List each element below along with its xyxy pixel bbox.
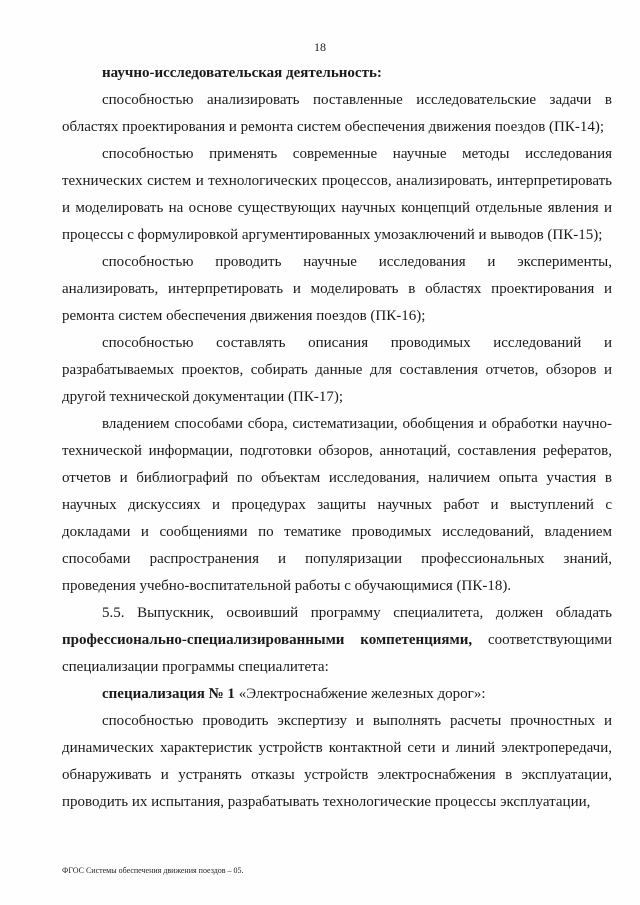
competency-item: способностью проводить научные исследования и эксперименты, анализировать, интерпретировать и моделировать в областях проектирования и ремонта систем обеспечения движения поездов (ПК-16);	[62, 254, 612, 324]
clause-paragraph	[62, 600, 612, 681]
specialization-name: «Электроснабжение железных дорог»:	[238, 686, 486, 702]
competency-item: способностью проводить экспертизу и выполнять расчеты прочностных и динамических характеристик устройств контактной сети и линий электропередачи, обнаруживать и устранять отказы устройств электроснабжения в эксплуатации, проводить их испытания, разрабатывать технологические процессы эксплуатации,	[62, 713, 612, 810]
page-number: 18	[314, 40, 326, 54]
competency-item: способностью анализировать поставленные исследовательские задачи в областях проектирования и ремонта систем обеспечения движения поездов (ПК-14);	[62, 92, 612, 135]
page-footer: ФГОС Системы обеспечения движения поездов – 05.	[62, 866, 244, 875]
specialization-label: специализация № 1	[102, 686, 235, 702]
competency-item: способностью составлять описания проводимых исследований и разрабатываемых проектов, собирать данные для составления отчетов, обзоров и другой технической документации (ПК-17);	[62, 335, 612, 405]
clause-lead: 5.5. Выпускник, освоивший программу специалитета, должен обладать	[102, 605, 612, 621]
section-heading: научно-исследовательская деятельность:	[102, 65, 382, 81]
clause-bold: профессионально-специализированными компетенциями,	[62, 632, 473, 648]
competency-item: способностью применять современные научные методы исследования технических систем и технологических процессов, анализировать, интерпретировать и моделировать на основе существующих научных концепций отдельные явления и процессы с формулировкой аргументированных умозаключений и выводов (ПК-15);	[62, 146, 612, 243]
specialization-heading	[62, 681, 612, 708]
page-content	[62, 60, 612, 816]
clause-tail: соответствующими специализации программы специалитета:	[62, 632, 612, 675]
competency-item: владением способами сбора, систематизации, обобщения и обработки научно-технической информации, подготовки обзоров, аннотаций, составления рефератов, отчетов и библиографий по объектам исследования, наличием опыта участия в научных дискуссиях и процедурах защиты научных работ и выступлений с докладами и сообщениями по тематике проводимых исследований, владением способами распространения и популяризации профессиональных знаний, проведения учебно-воспитательной работы с обучающимися (ПК-18).	[62, 416, 612, 594]
